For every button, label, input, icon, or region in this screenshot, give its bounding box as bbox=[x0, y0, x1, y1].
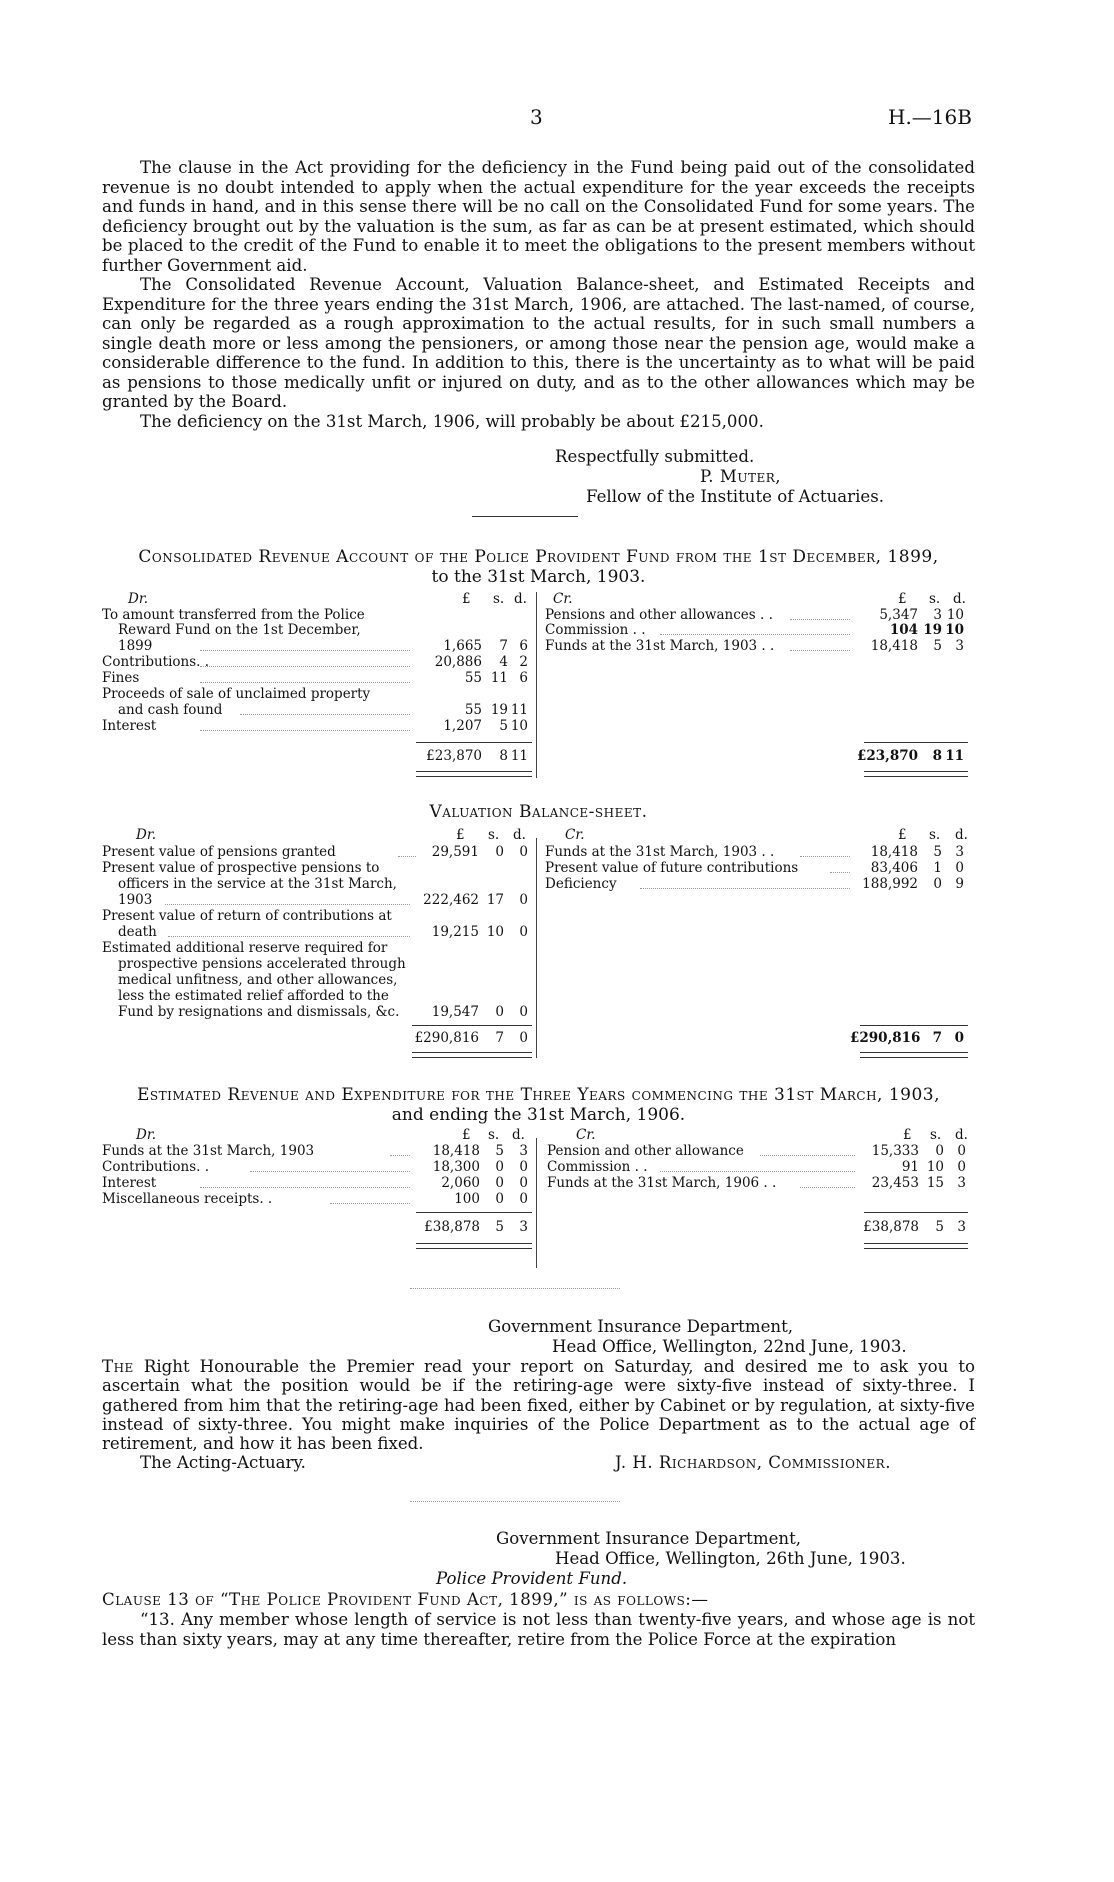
debit-shillings: 19 bbox=[490, 702, 508, 718]
signoff-closing: Respectfully submitted. bbox=[555, 447, 755, 466]
debit-pounds: 29,591 bbox=[431, 844, 479, 860]
debit-shillings: 0 bbox=[495, 1004, 504, 1020]
pence-heading: d. bbox=[512, 1127, 525, 1143]
debit-pence: 6 bbox=[519, 638, 528, 654]
credit-heading: Cr. bbox=[576, 1127, 596, 1143]
account3-title: Estimated Revenue and Expenditure for the Three Years commencing the 31st March, 1903, bbox=[136, 1085, 941, 1105]
credit-pounds: 91 bbox=[901, 1159, 919, 1175]
credit-pounds: 15,333 bbox=[871, 1143, 919, 1159]
letter1-lead-word: The bbox=[102, 1357, 134, 1376]
debit-pounds: 1,207 bbox=[443, 718, 482, 734]
credit-pounds: 104 bbox=[889, 622, 918, 638]
credit-line: Commission . . bbox=[547, 1159, 648, 1175]
signoff-title: Fellow of the Institute of Actuaries. bbox=[586, 487, 884, 506]
total-pence: 11 bbox=[945, 748, 964, 764]
debit-line: Funds at the 31st March, 1903 bbox=[102, 1143, 315, 1159]
shilling-heading: s. bbox=[488, 827, 500, 843]
leader-dots bbox=[800, 1187, 855, 1188]
pound-heading: £ bbox=[903, 1127, 912, 1143]
debit-line: 1899 bbox=[118, 638, 153, 654]
debit-line: officers in the service at the 31st March, bbox=[118, 876, 397, 892]
debit-line: Present value of prospective pensions to bbox=[102, 860, 380, 876]
pence-heading: d. bbox=[955, 1127, 968, 1143]
leader-dots bbox=[330, 1203, 410, 1204]
total-pence: 3 bbox=[519, 1219, 528, 1235]
debit-pence: 2 bbox=[519, 654, 528, 670]
letter1-addressee: The Acting-Actuary. bbox=[140, 1453, 306, 1472]
letter1-office-date: Head Office, Wellington, 22nd June, 1903. bbox=[552, 1337, 907, 1356]
credit-pence: 9 bbox=[955, 876, 964, 892]
credit-pence: 10 bbox=[945, 622, 964, 638]
pence-heading: d. bbox=[514, 591, 527, 607]
credit-heading: Cr. bbox=[565, 827, 585, 843]
debit-line: Contributions. . bbox=[102, 654, 210, 670]
shilling-heading: s. bbox=[493, 591, 505, 607]
credit-shillings: 0 bbox=[933, 876, 942, 892]
sum-rule bbox=[864, 1212, 968, 1213]
debit-pence: 3 bbox=[519, 1143, 528, 1159]
pence-heading: d. bbox=[953, 591, 966, 607]
credit-line: Funds at the 31st March, 1903 . . bbox=[545, 844, 775, 860]
clause-text: “13. Any member whose length of service is not less than twenty-five years, and whose age is not less than sixty years, may at any time thereafter, retire from the Police Force at the expiration bbox=[102, 1610, 975, 1649]
debit-line: Miscellaneous receipts. . bbox=[102, 1191, 273, 1207]
debit-line: Present value of return of contributions at bbox=[102, 908, 392, 924]
total-pounds: £38,878 bbox=[863, 1219, 919, 1235]
shilling-heading: s. bbox=[488, 1127, 500, 1143]
debit-pence: 10 bbox=[510, 718, 528, 734]
credit-pence: 3 bbox=[955, 638, 964, 654]
pound-heading: £ bbox=[898, 827, 907, 843]
debit-heading: Dr. bbox=[128, 591, 149, 607]
credit-line: Deficiency bbox=[545, 876, 617, 892]
letter2-subject: Police Provident Fund. bbox=[436, 1569, 628, 1588]
debit-shillings: 7 bbox=[499, 638, 508, 654]
shilling-heading: s. bbox=[929, 591, 941, 607]
credit-pence: 0 bbox=[955, 860, 964, 876]
debit-line: less the estimated relief afforded to the bbox=[118, 988, 389, 1004]
debit-line: Reward Fund on the 1st December, bbox=[118, 622, 361, 638]
credit-pounds: 5,347 bbox=[879, 607, 918, 623]
debit-line: Estimated additional reserve required for bbox=[102, 940, 388, 956]
debit-line: Interest bbox=[102, 1175, 157, 1191]
credit-pence: 0 bbox=[957, 1143, 966, 1159]
debit-shillings: 0 bbox=[495, 844, 504, 860]
credit-shillings: 1 bbox=[933, 860, 942, 876]
debit-line: To amount transferred from the Police bbox=[102, 607, 365, 623]
leader-dots bbox=[760, 1155, 855, 1156]
debit-pence: 0 bbox=[519, 1004, 528, 1020]
debit-pounds: 1,665 bbox=[443, 638, 482, 654]
pound-heading: £ bbox=[462, 591, 471, 607]
total-double-rule bbox=[864, 1243, 968, 1249]
intro-paragraph: The Consolidated Revenue Account, Valuation Balance-sheet, and Estimated Receipts and Expenditure for the three years ending the 31st March, 1906, are attached. The last-named, of course, can only be regarded as a rough approximation to the actual results, for in such small numbers a single death more or less among the pensioners, or among those near the pension age, would make a considerable difference to the fund. In addition to this, there is the uncertainty as to what will be paid as pensions to those medically unfit or injured on duty, and as to the other allowances which may be granted by the Board. bbox=[102, 275, 975, 411]
debit-pounds: 222,462 bbox=[423, 892, 479, 908]
leader-dots bbox=[250, 1171, 410, 1172]
credit-line: Funds at the 31st March, 1906 . . bbox=[547, 1175, 777, 1191]
credit-heading: Cr. bbox=[553, 591, 573, 607]
credit-shillings: 0 bbox=[935, 1143, 944, 1159]
pound-heading: £ bbox=[898, 591, 907, 607]
credit-shillings: 10 bbox=[926, 1159, 944, 1175]
total-pence: 0 bbox=[519, 1030, 528, 1046]
debit-pence: 0 bbox=[519, 844, 528, 860]
total-shillings: 5 bbox=[935, 1219, 944, 1235]
credit-shillings: 15 bbox=[926, 1175, 944, 1191]
total-shillings: 7 bbox=[495, 1030, 504, 1046]
total-pence: 3 bbox=[957, 1219, 966, 1235]
debit-pounds: 18,300 bbox=[432, 1159, 480, 1175]
letter2-office-date: Head Office, Wellington, 26th June, 1903. bbox=[555, 1549, 906, 1568]
total-pounds: £290,816 bbox=[850, 1030, 921, 1046]
credit-shillings: 3 bbox=[933, 607, 942, 623]
debit-shillings: 10 bbox=[486, 924, 504, 940]
account3-subtitle: and ending the 31st March, 1906. bbox=[391, 1105, 686, 1125]
total-pounds: £38,878 bbox=[424, 1219, 480, 1235]
account1-title: Consolidated Revenue Account of the Police Provident Fund from the 1st December, 1899, bbox=[138, 547, 939, 567]
debit-line: medical unfitness, and other allowances, bbox=[118, 972, 398, 988]
debit-line: Fund by resignations and dismissals, &c. bbox=[118, 1004, 400, 1020]
debit-line: Proceeds of sale of unclaimed property bbox=[102, 686, 371, 702]
debit-pence: 0 bbox=[519, 1159, 528, 1175]
debit-pence: 0 bbox=[519, 1191, 528, 1207]
total-shillings: 8 bbox=[932, 748, 942, 764]
debit-line: Fines bbox=[102, 670, 140, 686]
pound-heading: £ bbox=[462, 1127, 471, 1143]
debit-shillings: 5 bbox=[495, 1143, 504, 1159]
credit-pounds: 83,406 bbox=[870, 860, 918, 876]
total-pounds: £290,816 bbox=[414, 1030, 479, 1046]
credit-pence: 0 bbox=[957, 1159, 966, 1175]
debit-pounds: 19,547 bbox=[431, 1004, 479, 1020]
debit-shillings: 17 bbox=[486, 892, 504, 908]
total-shillings: 7 bbox=[932, 1030, 942, 1046]
credit-pence: 10 bbox=[946, 607, 964, 623]
clause-text-block bbox=[102, 1610, 975, 1649]
credit-line: Pension and other allowance bbox=[547, 1143, 744, 1159]
leader-dots bbox=[200, 1187, 410, 1188]
credit-shillings: 5 bbox=[933, 638, 942, 654]
debit-line: and cash found bbox=[118, 702, 223, 718]
total-pence: 11 bbox=[510, 748, 528, 764]
pence-heading: d. bbox=[955, 827, 968, 843]
debit-pounds: 55 bbox=[464, 670, 482, 686]
credit-pounds: 18,418 bbox=[870, 844, 918, 860]
page-number: 3 bbox=[530, 105, 543, 129]
credit-shillings: 5 bbox=[933, 844, 942, 860]
sum-rule bbox=[416, 1212, 532, 1213]
debit-line: Contributions. . bbox=[102, 1159, 210, 1175]
debit-pounds: 2,060 bbox=[441, 1175, 480, 1191]
credit-line: Funds at the 31st March, 1903 . . bbox=[545, 638, 775, 654]
divider bbox=[410, 1288, 620, 1289]
debit-shillings: 11 bbox=[490, 670, 508, 686]
letter1-department: Government Insurance Department, bbox=[488, 1317, 794, 1336]
clause-intro: Clause 13 of “The Police Provident Fund Act, 1899,” is as follows:— bbox=[102, 1590, 709, 1609]
letter2-department: Government Insurance Department, bbox=[496, 1529, 802, 1548]
total-shillings: 5 bbox=[495, 1219, 504, 1235]
total-pounds: £23,870 bbox=[856, 748, 918, 764]
pence-heading: d. bbox=[513, 827, 526, 843]
debit-pence: 11 bbox=[510, 702, 528, 718]
debit-pence: 6 bbox=[519, 670, 528, 686]
credit-pounds: 18,418 bbox=[870, 638, 918, 654]
credit-pounds: 23,453 bbox=[871, 1175, 919, 1191]
pound-heading: £ bbox=[456, 827, 465, 843]
credit-pence: 3 bbox=[957, 1175, 966, 1191]
debit-line: death bbox=[118, 924, 157, 940]
leader-dots bbox=[390, 1155, 410, 1156]
credit-line: Pensions and other allowances . . bbox=[545, 607, 773, 623]
credit-line: Present value of future contributions bbox=[545, 860, 799, 876]
debit-heading: Dr. bbox=[136, 827, 157, 843]
intro-paragraph: The deficiency on the 31st March, 1906, will probably be about £215,000. bbox=[140, 411, 764, 431]
debit-shillings: 0 bbox=[495, 1191, 504, 1207]
total-double-rule bbox=[416, 1243, 532, 1249]
document-reference: H.—16B bbox=[888, 105, 972, 129]
debit-pounds: 100 bbox=[454, 1191, 480, 1207]
letter1-text: Right Honourable the Premier read your report on Saturday, and desired me to ask you to ascertain what the position would be if the retiring-age were sixty-five instead of sixty-three. I gathered from him that the retiring-age had been fixed, either by Cabinet or by regulation, at sixty-five instead of sixty-three. You might make inquiries of the Police Department as to the actual age of retirement, and how it has been fixed. bbox=[102, 1357, 975, 1454]
total-pence: 0 bbox=[954, 1030, 964, 1046]
debit-pounds: 55 bbox=[464, 702, 482, 718]
total-pounds: £23,870 bbox=[426, 748, 482, 764]
debit-shillings: 5 bbox=[499, 718, 508, 734]
debit-pounds: 18,418 bbox=[432, 1143, 480, 1159]
leader-dots bbox=[660, 1171, 855, 1172]
credit-shillings: 19 bbox=[923, 622, 942, 638]
credit-pounds: 188,992 bbox=[862, 876, 918, 892]
debit-pence: 0 bbox=[519, 892, 528, 908]
credit-pence: 3 bbox=[955, 844, 964, 860]
debit-shillings: 4 bbox=[499, 654, 508, 670]
intro-paragraph: The clause in the Act providing for the deficiency in the Fund being paid out of the consolidated revenue is no doubt intended to apply when the actual expenditure for the year exceeds the receipts and funds in hand, and in this sense there will be no call on the Consolidated Fund for some years. The deficiency brought out by the valuation is the sum, as far as can be at present estimated, which should be placed to the credit of the Fund to enable it to meet the obligations to the present members without further Government aid. bbox=[102, 158, 975, 275]
account2-title: Valuation Balance-sheet. bbox=[429, 802, 648, 822]
column-divider bbox=[536, 1138, 537, 1268]
debit-pounds: 19,215 bbox=[431, 924, 479, 940]
signoff-name: P. Muter, bbox=[700, 467, 782, 486]
shilling-heading: s. bbox=[930, 1127, 942, 1143]
divider bbox=[410, 1501, 620, 1502]
debit-line: 1903 bbox=[118, 892, 153, 908]
debit-shillings: 0 bbox=[495, 1159, 504, 1175]
total-shillings: 8 bbox=[499, 748, 508, 764]
debit-pounds: 20,886 bbox=[434, 654, 482, 670]
debit-line: Present value of pensions granted bbox=[102, 844, 336, 860]
credit-line: Commission . . bbox=[545, 622, 646, 638]
debit-heading: Dr. bbox=[136, 1127, 157, 1143]
debit-pence: 0 bbox=[519, 1175, 528, 1191]
letter1-body bbox=[102, 1357, 975, 1453]
letter1-signer: J. H. Richardson, Commissioner. bbox=[615, 1453, 891, 1472]
debit-shillings: 0 bbox=[495, 1175, 504, 1191]
debit-pence: 0 bbox=[519, 924, 528, 940]
account1-subtitle: to the 31st March, 1903. bbox=[431, 567, 646, 587]
debit-line: prospective pensions accelerated through bbox=[118, 956, 406, 972]
debit-line: Interest bbox=[102, 718, 157, 734]
shilling-heading: s. bbox=[929, 827, 941, 843]
